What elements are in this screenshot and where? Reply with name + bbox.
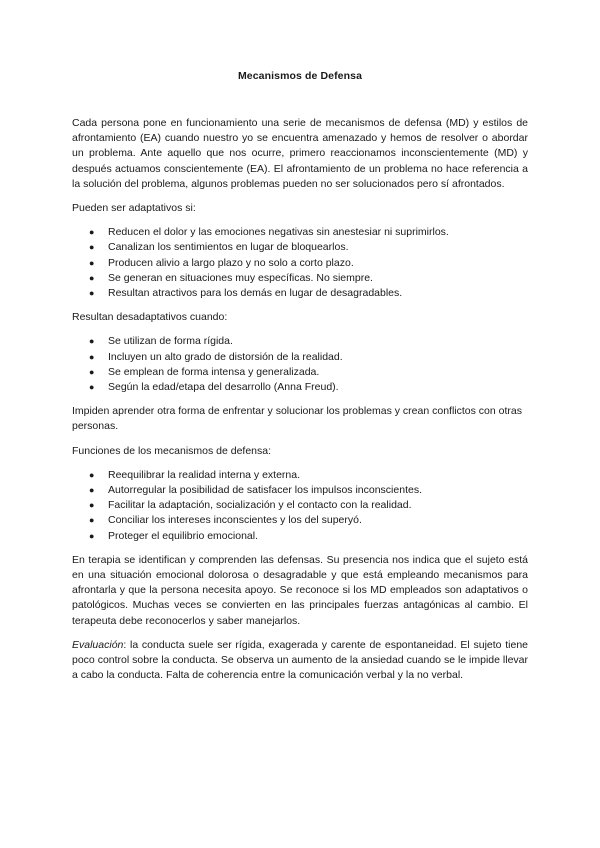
list-item-text: Se utilizan de forma rígida. (108, 335, 233, 348)
list-item-text: Producen alivio a largo plazo y no solo a corto plazo. (108, 256, 354, 269)
list-item-text: Conciliar los intereses inconscientes y los del superyó. (108, 514, 362, 527)
evaluation-paragraph (72, 638, 528, 684)
list-item-text: Se generan en situaciones muy específicas. No siempre. (108, 271, 373, 284)
bullet-icon: ● (89, 469, 95, 480)
therapy-paragraph: En terapia se identifican y comprenden las defensas. Su presencia nos indica que el sujeto está en una situación emocional dolorosa o desagradable y que está empleando mecanismos para afrontarla y que la persona necesita apoyo. Se reconoce si los MD empleados son adaptativos o patológicos. Muchas veces se convierten en las principales fuerzas antagónicas al cambio. El terapeuta debe reconocerlos y saber manejarlos. (72, 553, 528, 627)
functions-heading: Funciones de los mecanismos de defensa: (72, 444, 272, 457)
bullet-icon: ● (89, 351, 95, 362)
evaluation-text: : la conducta suele ser rígida, exagerada y carente de espontaneidad. El sujeto tiene poco control sobre la conducta. Se observa un aumento de la ansiedad cuando se le impide llevar a cabo la conducta. Falta de coherencia entre la comunicación verbal y la no verbal. (72, 638, 528, 682)
maladaptive-list (72, 334, 528, 395)
list-item (89, 286, 528, 301)
list-item (89, 483, 528, 498)
bullet-icon: ● (89, 530, 95, 541)
list-item (89, 529, 528, 544)
page-title: Mecanismos de Defensa (237, 70, 363, 82)
bullet-icon: ● (89, 485, 95, 496)
list-item-text: Autorregular la posibilidad de satisfacer los impulsos inconscientes. (108, 484, 422, 497)
bullet-icon: ● (89, 257, 95, 268)
list-item (89, 513, 528, 528)
list-item-text: Canalizan los sentimientos en lugar de bloquearlos. (108, 241, 349, 254)
list-item-text: Incluyen un alto grado de distorsión de la realidad. (108, 350, 343, 363)
list-item-text: Facilitar la adaptación, socialización y el contacto con la realidad. (108, 499, 412, 512)
bullet-icon: ● (89, 515, 95, 526)
list-item (89, 256, 528, 271)
list-item (89, 498, 528, 513)
list-item-text: Se emplean de forma intensa y generalizada. (108, 365, 320, 378)
list-item-text: Resultan atractivos para los demás en lugar de desagradables. (108, 287, 403, 300)
list-item (89, 240, 528, 255)
impede-paragraph: Impiden aprender otra forma de enfrentar y solucionar los problemas y crean conflictos con otras personas. (72, 405, 522, 433)
bullet-icon: ● (89, 382, 95, 393)
bullet-icon: ● (89, 366, 95, 377)
list-item (89, 334, 528, 349)
list-item (89, 350, 528, 365)
adaptive-heading: Pueden ser adaptativos si: (72, 202, 196, 215)
maladaptive-heading: Resultan desadaptativos cuando: (72, 311, 228, 324)
bullet-icon: ● (89, 500, 95, 511)
list-item (89, 380, 528, 395)
evaluation-label: Evaluación (72, 638, 124, 651)
list-item-text: Reducen el dolor y las emociones negativas sin anestesiar ni suprimirlos. (108, 226, 449, 239)
list-item (89, 468, 528, 483)
bullet-icon: ● (89, 272, 95, 283)
bullet-icon: ● (89, 242, 95, 253)
list-item-text: Reequilibrar la realidad interna y externa. (108, 468, 301, 481)
intro-paragraph: Cada persona pone en funcionamiento una serie de mecanismos de defensa (MD) y estilos de afrontamiento (EA) cuando nuestro yo se encuentra amenazado y hemos de resolver o abordar un problema. Ante aquello que nos ocurre, primero reaccionamos inconscientemente (MD) y después actuamos conscientemente (EA). El afrontamiento de un problema no hace referencia a la solución del problema, algunos problemas pueden no ser solucionados pero sí afrontados. (72, 117, 528, 190)
bullet-icon: ● (89, 288, 95, 299)
functions-list (72, 468, 528, 544)
list-item (89, 365, 528, 380)
adaptive-list (72, 225, 528, 301)
list-item-text: Proteger el equilibrio emocional. (108, 529, 258, 542)
list-item-text: Según la edad/etapa del desarrollo (Anna Freud). (108, 381, 339, 394)
bullet-icon: ● (89, 227, 95, 238)
list-item (89, 225, 528, 240)
list-item (89, 271, 528, 286)
bullet-icon: ● (89, 336, 95, 347)
